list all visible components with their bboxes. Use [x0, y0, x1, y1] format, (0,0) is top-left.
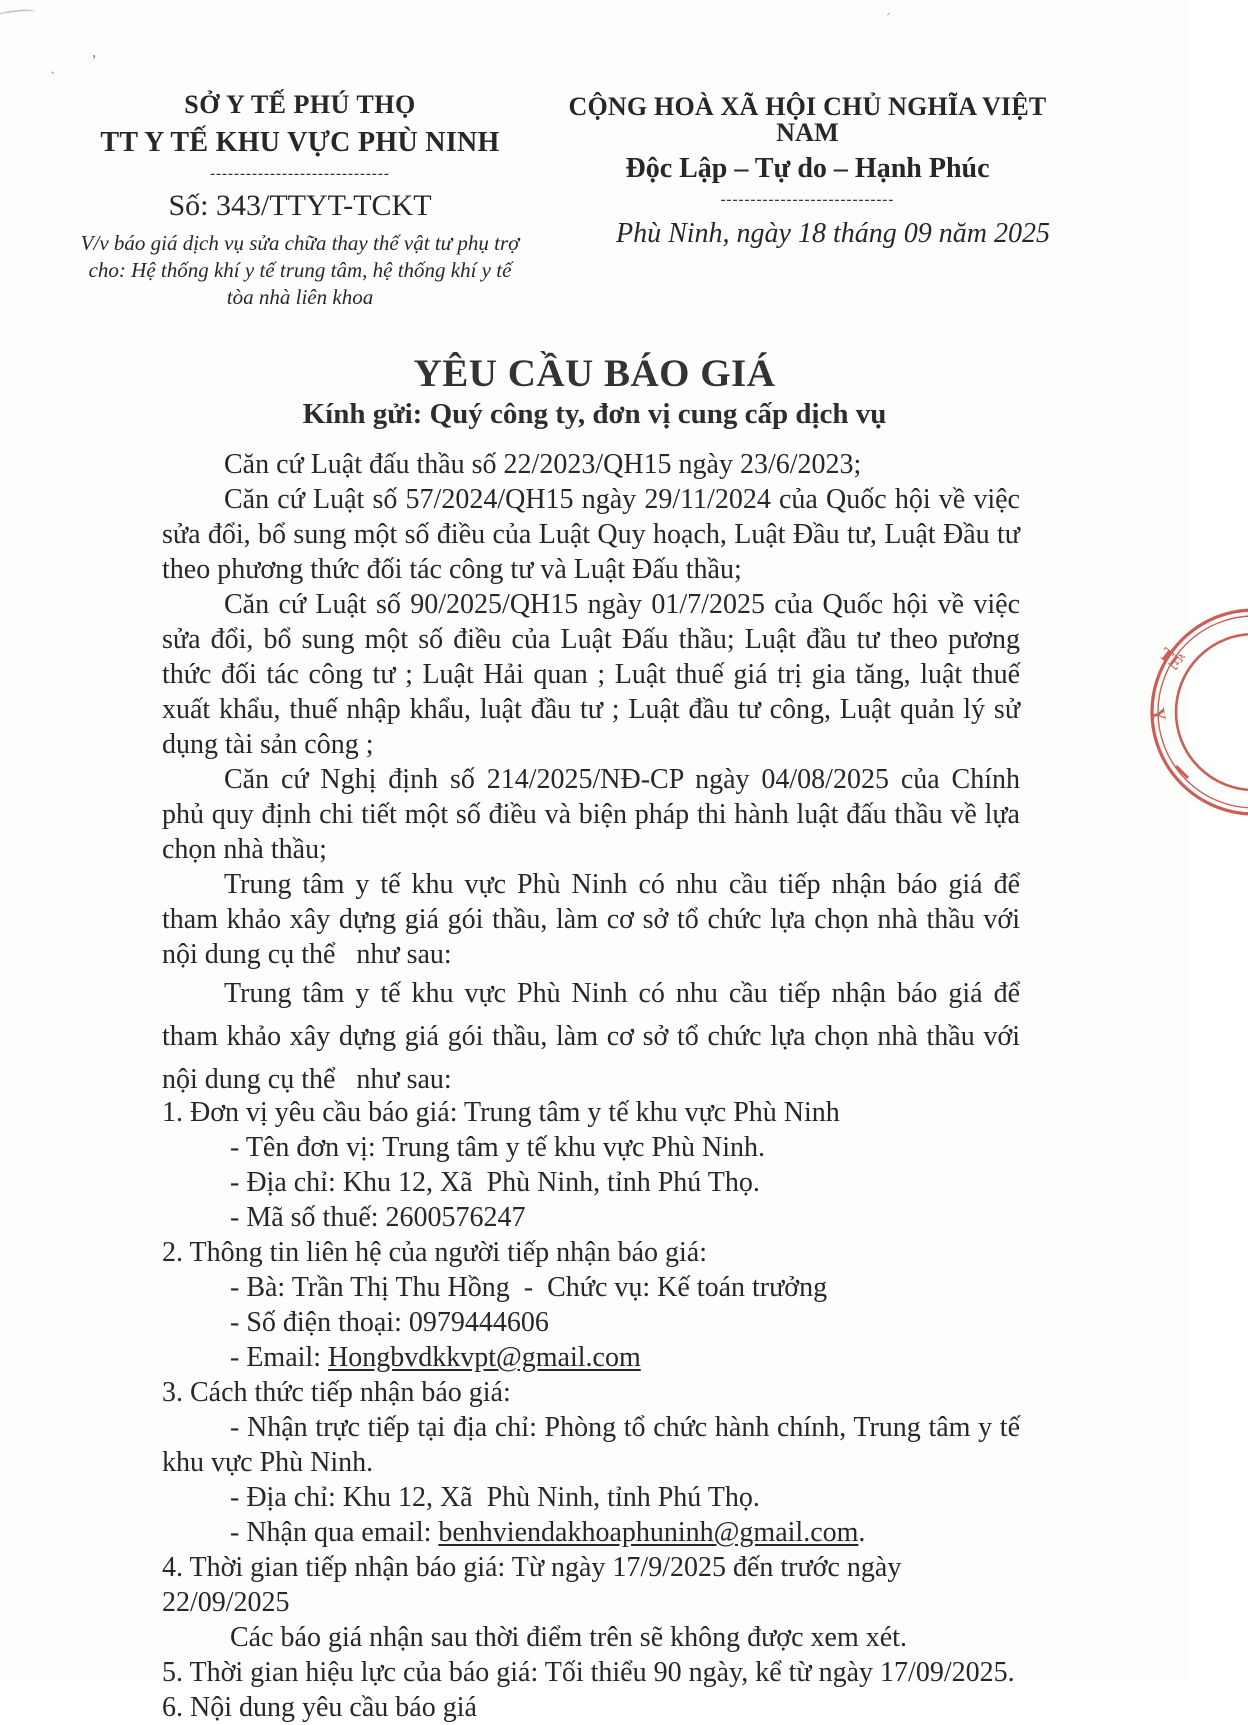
- item-6-heading: 6. Nội dung yêu cầu báo giá: [162, 1692, 477, 1723]
- scan-artifact: ´: [886, 12, 891, 27]
- purpose-paragraph-repeated: Trung tâm y tế khu vực Phù Ninh có nhu cầu tiếp nhận báo giá để tham khảo xây dựng giá gói thầu, làm cơ sở tổ chức lựa chọn nhà thầu với nội dung cụ thể như sau:: [162, 978, 1020, 1095]
- header-right-divider: -----------------------------: [720, 192, 895, 208]
- legal-basis-paragraph: Căn cứ Nghị định số 214/2025/NĐ-CP ngày 04/08/2025 của Chính phủ quy định chi tiết một số điều và biện pháp thi hành luật đấu thầu về lựa chọn nhà thầu;: [162, 764, 1020, 865]
- contact-email-link[interactable]: Hongbvdkkvpt@gmail.com: [327, 1342, 641, 1373]
- item-2-heading: 2. Thông tin liên hệ của người tiếp nhận báo giá:: [162, 1237, 708, 1268]
- national-title: CỘNG HOÀ XÃ HỘI CHỦ NGHĨA VIỆT NAM: [568, 92, 1047, 147]
- item-1-heading: 1. Đơn vị yêu cầu báo giá: Trung tâm y tế khu vực Phù Ninh: [162, 1097, 840, 1128]
- email-label: - Email:: [230, 1342, 328, 1373]
- item-4-note: Các báo giá nhận sau thời điểm trên sẽ không được xem xét.: [230, 1622, 907, 1653]
- document-body: [162, 447, 1020, 1725]
- document-subject: V/v báo giá dịch vụ sửa chữa thay thế vật tư phụ trợ cho: Hệ thống khí y tế trung tâm, hệ thống khí y tế tòa nhà liên khoa: [80, 231, 520, 309]
- item-1-unit-name: - Tên đơn vị: Trung tâm y tế khu vực Phù Ninh.: [230, 1132, 766, 1163]
- parent-department-name: SỞ Y TẾ PHÚ THỌ: [184, 90, 416, 119]
- item-2-email-line: [162, 1340, 1020, 1375]
- stamp-letter-te: TẾ: [1155, 643, 1187, 674]
- stamp-letter-y: Y: [1148, 706, 1171, 723]
- issuing-unit-name: TT Y TẾ KHU VỰC PHÙ NINH: [100, 127, 500, 158]
- header-issuing-org: [75, 92, 525, 311]
- header-left-divider: ------------------------------: [210, 166, 390, 182]
- document-number: Số: 343/TTYT-TCKT: [168, 189, 432, 222]
- item-3-heading: 3. Cách thức tiếp nhận báo giá:: [162, 1377, 511, 1408]
- scan-artifact: `: [50, 70, 55, 86]
- item-5-heading: 5. Thời gian hiệu lực của báo giá: Tối thiểu 90 ngày, kể từ ngày 17/09/2025.: [162, 1657, 1015, 1688]
- scan-artifact: ,: [92, 42, 97, 61]
- item-2-contact-person: - Bà: Trần Thị Thu Hồng - Chức vụ: Kế toán trưởng: [230, 1272, 828, 1303]
- item-1-address: - Địa chỉ: Khu 12, Xã Phù Ninh, tỉnh Phú Thọ.: [230, 1167, 760, 1198]
- national-motto: Độc Lập – Tự do – Hạnh Phúc: [625, 153, 990, 184]
- scan-artifact: [0, 8, 36, 20]
- item-4-heading: 4. Thời gian tiếp nhận báo giá: Từ ngày 17/9/2025 đến trước ngày 22/09/2025: [162, 1552, 902, 1618]
- document-title: YÊU CẦU BÁO GIÁ: [413, 352, 776, 395]
- item-3-address: - Địa chỉ: Khu 12, Xã Phù Ninh, tỉnh Phú Thọ.: [230, 1482, 760, 1513]
- salutation: Kính gửi: Quý công ty, đơn vị cung cấp dịch vụ: [302, 398, 887, 430]
- legal-basis-paragraph: Căn cứ Luật số 90/2025/QH15 ngày 01/7/2025 của Quốc hội về việc sửa đổi, bổ sung một số điều của Luật Đấu thầu; Luật đầu tư theo pương thức đối tác công tư ; Luật Hải quan ; Luật thuế giá trị gia tăng, luật thuế xuất khẩu, thuế nhập khẩu, luật đầu tư ; Luật đầu tư công, Luật quản lý sử dụng tài sản công ;: [162, 589, 1020, 760]
- legal-basis-paragraph: Căn cứ Luật số 57/2024/QH15 ngày 29/11/2024 của Quốc hội về việc sửa đổi, bổ sung một số điều của Luật Quy hoạch, Luật Đầu tư, Luật Đầu tư theo phương thức đối tác công tư và Luật Đấu thầu;: [162, 484, 1020, 585]
- title-block: [0, 351, 1189, 431]
- header-national: [545, 94, 1070, 248]
- item-1-tax-code: - Mã số thuế: 2600576247: [230, 1202, 526, 1233]
- place-and-date: Phù Ninh, ngày 18 tháng 09 năm 2025: [616, 218, 1050, 249]
- email-label: - Nhận qua email:: [230, 1517, 439, 1548]
- item-2-phone-number: - Số điện thoại: 0979444606: [230, 1307, 549, 1338]
- purpose-paragraph: Trung tâm y tế khu vực Phù Ninh có nhu cầu tiếp nhận báo giá để tham khảo xây dựng giá gói thầu, làm cơ sở tổ chức lựa chọn nhà thầu với nội dung cụ thể như sau:: [162, 869, 1020, 970]
- item-3-direct-delivery: - Nhận trực tiếp tại địa chỉ: Phòng tổ chức hành chính, Trung tâm y tế khu vực Phù Ninh.: [162, 1412, 1020, 1478]
- numbered-items: [162, 1095, 1020, 1725]
- email-suffix: .: [858, 1517, 866, 1548]
- legal-basis-paragraph: Căn cứ Luật đấu thầu số 22/2023/QH15 ngày 23/6/2023;: [224, 449, 862, 480]
- quotation-email-link[interactable]: benhviendakhoaphuninh@gmail.com: [438, 1517, 859, 1548]
- item-3-email-line: [162, 1515, 1020, 1550]
- red-seal-stamp: [1128, 594, 1248, 824]
